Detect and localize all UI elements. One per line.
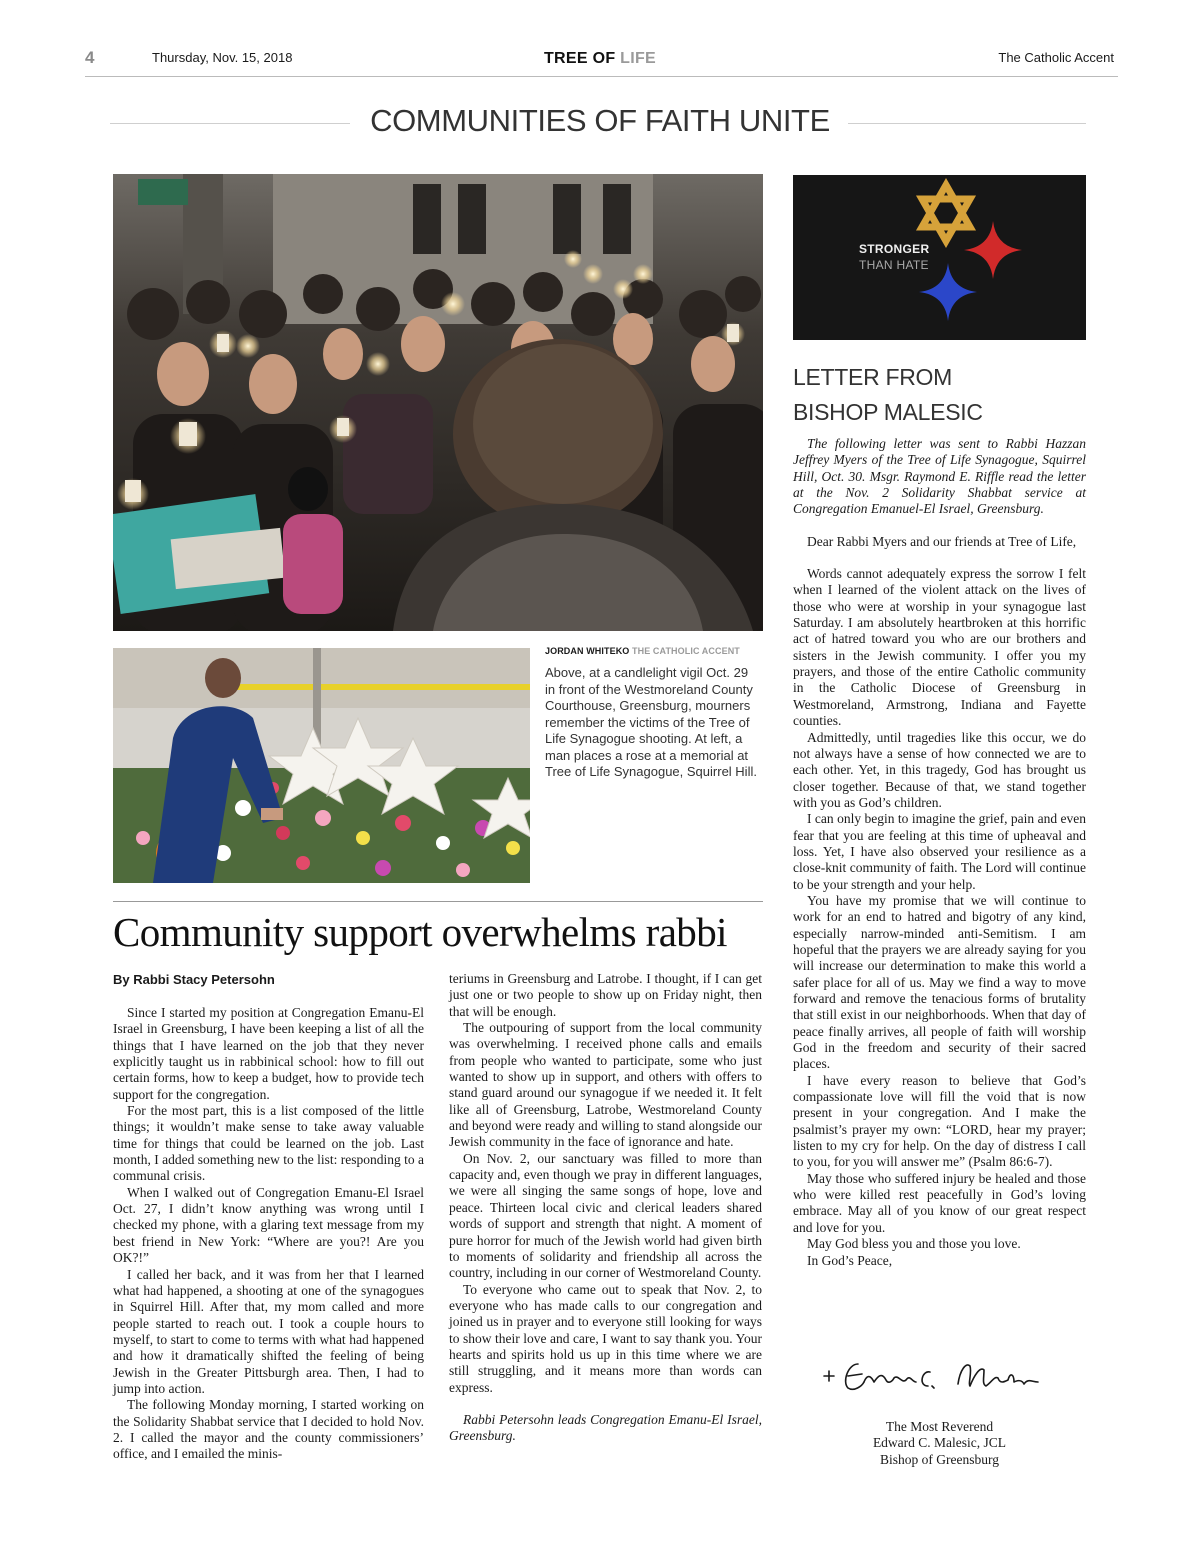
- letter-paragraph: You have my promise that we will continue to work for an end to hatred and bigotry of any kind, especially narrow-minded anti-Semitism. I am hopeful that the prayers we are already saying for you will increase our determination to make this world a safer place for all of us. May we find a way to move forward and remove the tenacious forms of brutality that still exist in our neighborhoods. When that day of peace finally arrives, all people of faith will worship God in the freedom and security of their sacred places.: [793, 892, 1086, 1072]
- publication-name: The Catholic Accent: [998, 50, 1114, 65]
- letter-intro: The following letter was sent to Rabbi Hazzan Jeffrey Myers of the Tree of Life Synagogue, Squirrel Hill, Oct. 30. Msgr. Raymond E. Riffle read the letter at the Nov. 2 Solidarity Shabbat service at Congregation Emanuel-El Israel, Greensburg.: [793, 436, 1086, 517]
- letter-paragraph: May those who suffered injury be healed and those who were killed rest peacefully in God’s loving embrace. May all of you know of our great respect and love for you.: [793, 1170, 1086, 1235]
- signer-name: Edward C. Malesic, JCL: [872, 1435, 1007, 1451]
- logo-text-line1: STRONGER: [859, 242, 930, 256]
- letter-body: [793, 436, 1086, 1269]
- page-banner: COMMUNITIES OF FAITH UNITE: [370, 103, 830, 138]
- letter-salutation: Dear Rabbi Myers and our friends at Tree of Life,: [807, 533, 1077, 549]
- article-paragraph: To everyone who came out to speak that Nov. 2, to everyone who has made calls to our congregation and joined us in prayer and to everyone still looking for ways to show their love and care, I want to say thank you. Your hearts and spirits hold us up in this time where we are still struggling, and it means more than words can express.: [449, 1281, 762, 1395]
- vigil-photo: [113, 174, 763, 631]
- article-column-2: [449, 971, 762, 1445]
- article-paragraph: On Nov. 2, our sanctuary was filled to more than capacity and, even though we pray in different languages, we were all singing the same songs of hope, love and peace. Thirteen local civic and clerical leaders shared words of support and strength that night. A moment of pure horror for much of the Jewish world had given birth to moments of solidarity and friendship all across the country, including in our corner of Westmoreland County.: [449, 1150, 762, 1281]
- article-paragraph: The following Monday morning, I started working on the Solidarity Shabbat service that I decided to hold Nov. 2. I called the mayor and the county commissioners’ office, and I emailed the minis-: [113, 1397, 424, 1462]
- issue-date: Thursday, Nov. 15, 2018: [152, 50, 293, 65]
- letter-blessing: May God bless you and those you love.: [807, 1236, 1021, 1252]
- header-divider: [85, 76, 1118, 77]
- letter-paragraph: Admittedly, until tragedies like this occur, we do not always have a sense of how connected we are to each other. Yet, in this tragedy, God has brought us closer together. Because of that, we stand together with you as God’s children.: [793, 729, 1086, 810]
- photo-credit: [545, 646, 740, 656]
- page-number: 4: [85, 48, 95, 67]
- article-paragraph: Since I started my position at Congregation Emanu-El Israel in Greensburg, I have been keeping a list of all the things that I have learned on the job that they never explicitly taught us in rabbinical school: how to fill out certain forms, how to keep a budget, how to provide tech support for the congregation.: [113, 1005, 424, 1102]
- article-paragraph: I called her back, and it was from her that I learned what had happened, a shooting at one of the synagogues in Squirrel Hill. After that, my mom called and more people started to reach out. I took a couple hours to myself, to start to come to terms with what had happened and how it dramatically shifted the feeling of being Jewish in the Greater Pittsburgh area. Then, I had to jump into action.: [113, 1266, 424, 1396]
- letter-heading-line2: BISHOP MALESIC: [793, 399, 983, 425]
- stronger-than-hate-logo: [793, 175, 1086, 340]
- signature-block: [793, 1419, 1086, 1468]
- star-of-david-icon: [922, 185, 970, 241]
- article-paragraph: When I walked out of Congregation Emanu-El Israel Oct. 27, I didn’t know anything was wrong until I checked my phone, with a glaring text message from my best friend in New York: “Where are you?! Are you OK?!”: [113, 1184, 424, 1266]
- logo-text-line2: THAN HATE: [859, 258, 929, 272]
- article-paragraph: The outpouring of support from the local community was overwhelming. I received phone calls and emails from people who wanted to participate, some who just wanted to show up in support, and others with offers to stand guard around our synagogue if we needed it. It felt like all of Greensburg, Latrobe, Westmoreland County and beyond were ready and willing to stand alongside our Jewish community in the face of ignorance and hate.: [449, 1020, 762, 1150]
- article-headline: Community support overwhelms rabbi: [113, 909, 727, 955]
- memorial-photo: [113, 648, 530, 883]
- section-title-part1: TREE OF: [543, 50, 616, 67]
- section-title-part2: LIFE: [620, 50, 657, 67]
- article-paragraph-continued: teriums in Greensburg and Latrobe. I thought, if I can get just one or two people to show up on Friday night, then that will be enough.: [449, 971, 762, 1019]
- article-column-1: [113, 1005, 424, 1463]
- signer-title: The Most Reverend: [885, 1419, 994, 1434]
- author-bio: Rabbi Petersohn leads Congregation Emanu-El Israel, Greensburg.: [449, 1411, 762, 1444]
- handwritten-signature: [818, 1352, 1058, 1402]
- letter-closing: In God’s Peace,: [807, 1252, 893, 1268]
- photo-credit-organization: THE CATHOLIC ACCENT: [632, 646, 740, 656]
- letter-paragraph: I can only begin to imagine the grief, pain and even fear that you are feeling at this time of upheaval and loss. Yet, I have also observed your resilience as a close-knit community of faith. The Lord will continue to be your strength and your help.: [793, 811, 1086, 892]
- letter-heading: [793, 360, 983, 430]
- photographer-name: JORDAN WHITEKO: [545, 646, 630, 656]
- letter-paragraph: I have every reason to believe that God’s compassionate love will fill the void that is now present in your congregation. And I make the psalmist’s prayer my own: “LORD, hear my prayer; listen to my cry for help. On the day of distress I call to you, for you will answer me” (Psalm 86:6-7).: [793, 1072, 1086, 1170]
- article-byline: By Rabbi Stacy Petersohn: [113, 972, 275, 987]
- article-divider: [113, 901, 763, 902]
- photo-caption: Above, at a candlelight vigil Oct. 29 in front of the Westmoreland County Courthouse, Greensburg, mourners remember the victims of the Tree of Life Synagogue shooting. At left, a man places a rose at a memorial at Tree of Life Synagogue, Squirrel Hill.: [545, 665, 757, 779]
- article-paragraph: For the most part, this is a list composed of the little things; it wouldn’t make sense to take away valuable time for things that could be learned on the job. Last month, I added something new to the list: responding to a communal crisis.: [113, 1103, 424, 1184]
- letter-paragraph: Words cannot adequately express the sorrow I felt when I learned of the violent attack on the lives of those who were at worship in your synagogue last Saturday. I am absolutely heartbroken at this horrific act of hatred toward you who are our brothers and sisters in the Jewish community. I offer you my prayers, and those of the entire Catholic community in the Catholic Diocese of Greensburg in Westmoreland, Armstrong, Indiana and Fayette counties.: [793, 566, 1086, 729]
- signer-role: Bishop of Greensburg: [880, 1451, 999, 1467]
- letter-heading-line1: LETTER FROM: [793, 364, 952, 390]
